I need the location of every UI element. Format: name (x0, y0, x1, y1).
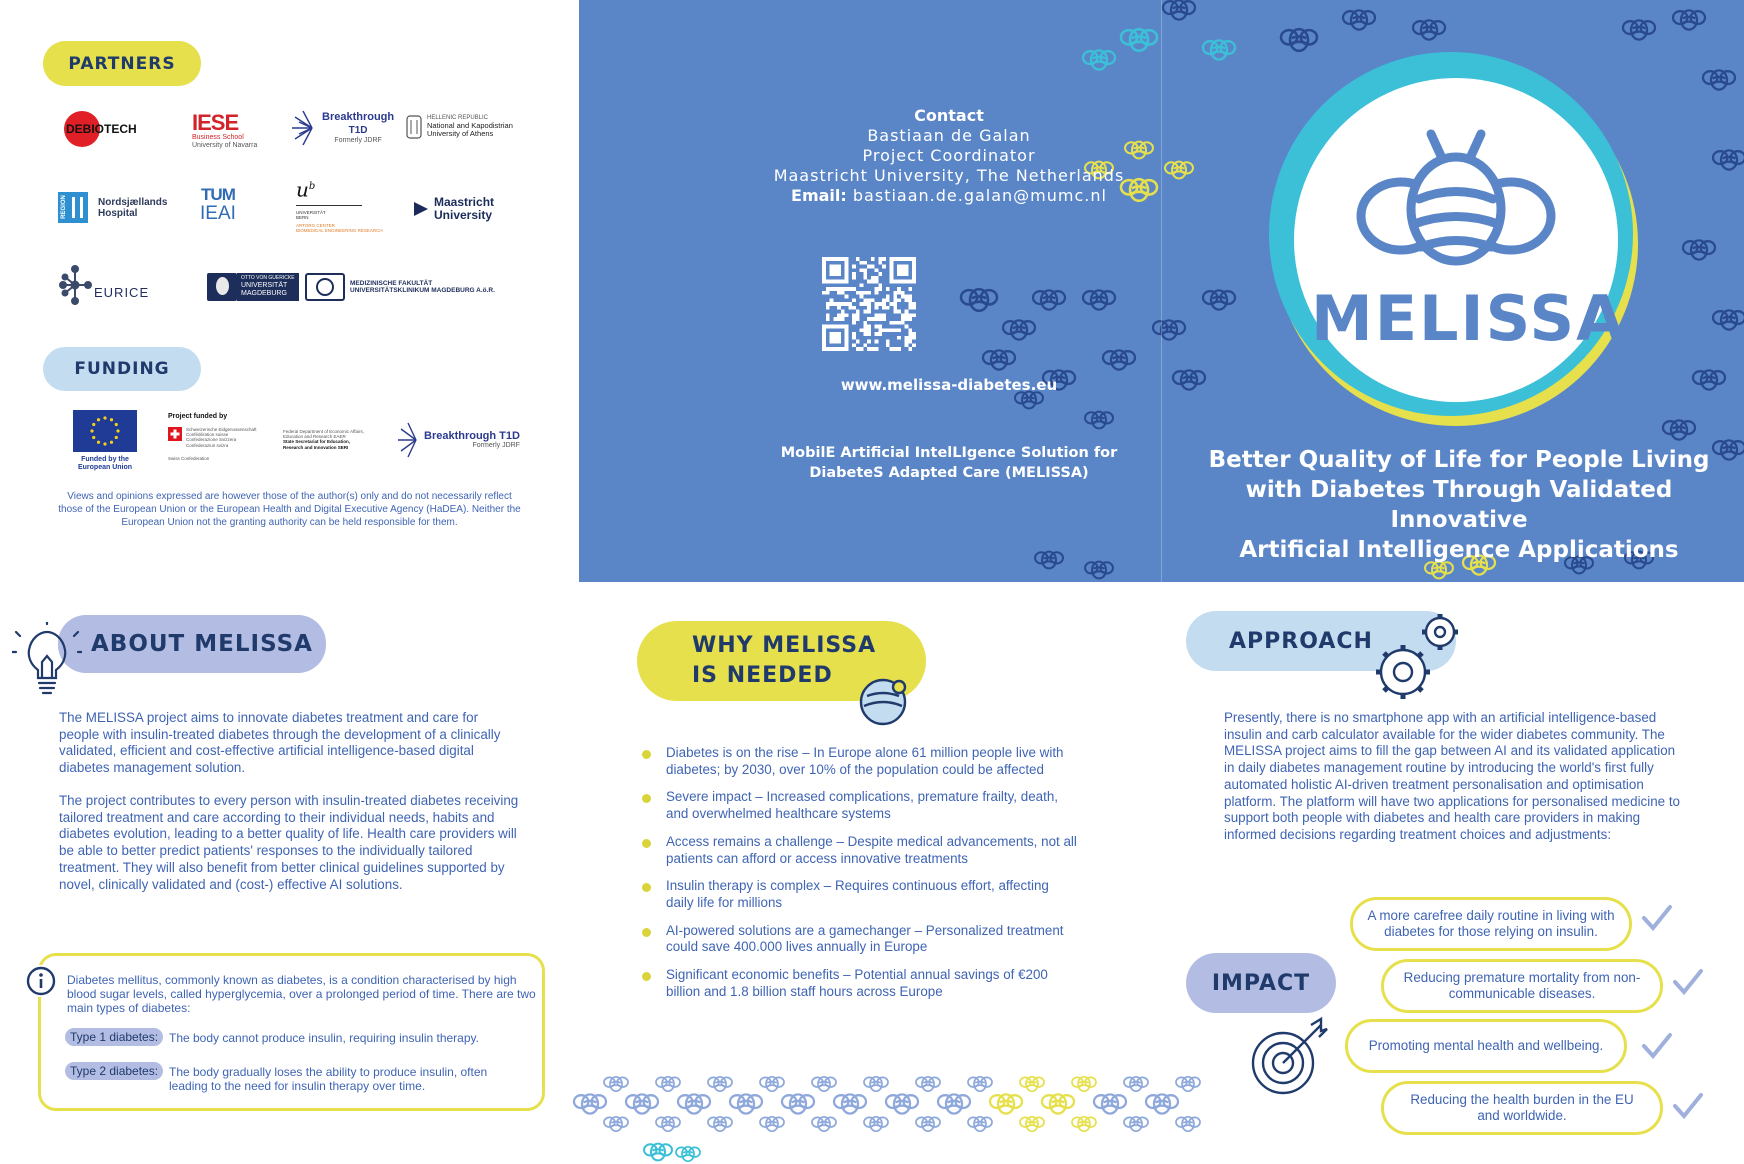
why-bullet-item: Significant economic benefits – Potential annual savings of €200 billion and 1.8 billion staff hours across Europe (640, 967, 1080, 1000)
athens-emblem-icon (404, 112, 424, 142)
type1-tag: Type 1 diabetes: (65, 1028, 163, 1046)
breakthrough-burst-icon (396, 420, 422, 460)
med-faculty-seal-icon (305, 273, 345, 301)
check-icon (1640, 902, 1672, 934)
eu-flag-icon (73, 410, 137, 452)
bee-pattern-border (568, 1064, 1218, 1164)
magdeburg-university-logo: OTTO VON GUERICKE UNIVERSITÄT MAGDEBURG (207, 273, 299, 301)
iese-logo: IESE Business School University of Navarra (192, 110, 258, 150)
diabetes-info-box (38, 953, 545, 1111)
brand-wordmark: MELISSA (1311, 282, 1627, 355)
contact-name: Bastiaan de Galan (867, 126, 1031, 145)
debiotech-logo: DEBIOTECH (62, 110, 104, 148)
type1-description: The body cannot produce insulin, requiring insulin therapy. (169, 1031, 479, 1045)
cover-tagline: Better Quality of Life for People Living with Diabetes Through Validated Innovative Artificial Intelligence Applications (1208, 447, 1710, 563)
maastricht-university-logo: Maastricht University (412, 196, 494, 222)
tum-ieai-logo: TUM IEAI (200, 185, 236, 224)
why-bullet-item: Insulin therapy is complex – Requires continuous effort, affecting daily life for millions (640, 878, 1080, 911)
qr-code[interactable] (822, 257, 916, 351)
bern-u-mark: $u^b$ (296, 177, 316, 202)
melissa-logo-circle (1251, 34, 1651, 434)
contact-heading: Contact (914, 106, 984, 125)
check-icon (1671, 966, 1703, 998)
website-link[interactable]: www.melissa-diabetes.eu (840, 376, 1058, 394)
eurice-network-icon (58, 265, 92, 305)
cover-panel (579, 0, 1744, 582)
breakthrough-funding-logo: Breakthrough T1D Formerly JDRF (396, 420, 520, 460)
about-heading: ABOUT MELISSA (58, 615, 326, 673)
region-block-icon: REGION (58, 192, 88, 223)
why-bullet-item: Diabetes is on the rise – In Europe alone 61 million people live with diabetes; by 2030, over 10% of the population could be affected (640, 745, 1080, 778)
project-acronym: MobilE Artificial IntelLIgence Solution for DiabeteS Adapted Care (MELISSA) (780, 445, 1118, 481)
impact-item-4: Reducing the health burden in the EU and worldwide. (1381, 1081, 1663, 1135)
fold-line (1161, 0, 1162, 582)
medical-faculty-magdeburg-logo: MEDIZINISCHE FAKULTÄT UNIVERSITÄTSKLINIKUM MAGDEBURG A.ö.R. (305, 273, 495, 301)
gears-icon (1368, 610, 1468, 710)
about-paragraph-1: The MELISSA project aims to innovate diabetes treatment and care for people with insulin-treated diabetes through the development of a clinically validated, efficient and cost-effective artificial intelligence-based digital diabetes management solution. (59, 710, 501, 776)
why-bullet-item: AI-powered solutions are a gamechanger – Personalized treatment could save 400.000 lives annually in Europe (640, 923, 1080, 956)
why-bullet-list (640, 745, 1080, 1011)
university-bern-logo: $u^b$ UNIVERSITÄT BERN ARTORG CENTER BIOMEDICAL ENGINEERING RESEARCH (296, 177, 383, 234)
check-icon (1671, 1090, 1703, 1122)
check-icon (1640, 1030, 1672, 1062)
email-label: Email: (791, 186, 847, 205)
about-paragraph-2: The project contributes to every person with insulin-treated diabetes receiving tailored treatment and care according to their individual needs, habits and diabetes evolution, leading to a better quality of life. Health care providers will be able to better predict patients' responses to the individually tailored treatment. They will also benefit from better clinical guidelines supported by novel, clinically validated and (cost-) effective AI solutions. (59, 793, 519, 892)
impact-item-3: Promoting mental health and wellbeing. (1345, 1019, 1627, 1073)
impact-item-1: A more carefree daily routine in living with diabetes for those relying on insulin. (1350, 897, 1632, 951)
partners-heading: PARTNERS (43, 41, 201, 86)
type2-tag: Type 2 diabetes: (65, 1062, 163, 1080)
swiss-cross-icon (168, 427, 182, 441)
why-bullet-item: Severe impact – Increased complications, premature frailty, death, and overwhelmed healthcare systems (640, 789, 1080, 822)
lightbulb-icon (12, 622, 82, 702)
maastricht-emblem-icon (412, 198, 430, 220)
type2-description: The body gradually loses the ability to produce insulin, often leading to the need for insulin therapy over time. (169, 1065, 488, 1093)
approach-paragraph: Presently, there is no smartphone app with an artificial intelligence-based insulin and carb calculator available for the wider diabetes community. The MELISSA project aims to fill the gap between AI and its validated application in daily diabetes management routine by introducing the world's first fully automated holistic AI-driven treatment personalisation and optimisation platform. The platform will have two applications for personalised medicine to support both people with diabetes and health care providers in making informed decisions regarding treatment choices and adjustments: (1224, 710, 1681, 842)
eu-emblem-logo: Funded by the European Union (73, 410, 137, 472)
seri-logo: Federal Department of Economic Affairs, Education and Research EAER State Secretariat for Education, Research and Innovation SERI (283, 429, 364, 450)
bee-icon (855, 670, 915, 730)
why-bullet-item: Access remains a challenge – Despite medical advancements, not all patients can afford or access innovative treatments (640, 834, 1080, 867)
swiss-confederation-logo: Project funded by Schweizerische Eidgenossenschaft Confédération suisse Confederazione Svizzera Confederaziun svizra Swiss Confederation (168, 413, 257, 461)
approach-heading: APPROACH (1186, 611, 1456, 671)
breakthrough-burst-icon (290, 108, 320, 148)
impact-heading: IMPACT (1186, 953, 1336, 1013)
why-heading: WHY MELISSA IS NEEDED (637, 621, 926, 701)
contact-block (639, 106, 1259, 206)
guericke-portrait-icon (207, 273, 237, 301)
impact-item-2: Reducing premature mortality from non-communicable diseases. (1381, 959, 1663, 1013)
contact-role: Project Coordinator (862, 146, 1036, 165)
target-icon (1247, 1017, 1331, 1101)
contact-organisation: Maastricht University, The Netherlands (773, 166, 1125, 185)
funding-heading: FUNDING (43, 347, 201, 391)
breakthrough-logo: Breakthrough T1D Formerly JDRF (290, 108, 394, 148)
info-icon (25, 965, 57, 997)
funding-disclaimer: Views and opinions expressed are however those of the author(s) only and do not necessarily reflect those of the European Union or the European Health and Digital Executive Agency (HaDEA). Neither the European Union not the granting authority can be held responsible for them. (58, 491, 521, 528)
athens-university-logo: HELLENIC REPUBLIC National and Kapodistrian University of Athens (404, 112, 513, 142)
info-intro: Diabetes mellitus, commonly known as diabetes, is a condition characterised by high blood sugar levels, called hyperglycemia, over a prolonged period of time. There are two main types of diabetes: (67, 973, 536, 1015)
eurice-logo: EURICE (58, 265, 149, 305)
contact-email-link[interactable]: bastiaan.de.galan@mumc.nl (852, 186, 1107, 205)
nordsjaellands-hospital-logo: REGION Nordsjællands Hospital (58, 192, 167, 223)
